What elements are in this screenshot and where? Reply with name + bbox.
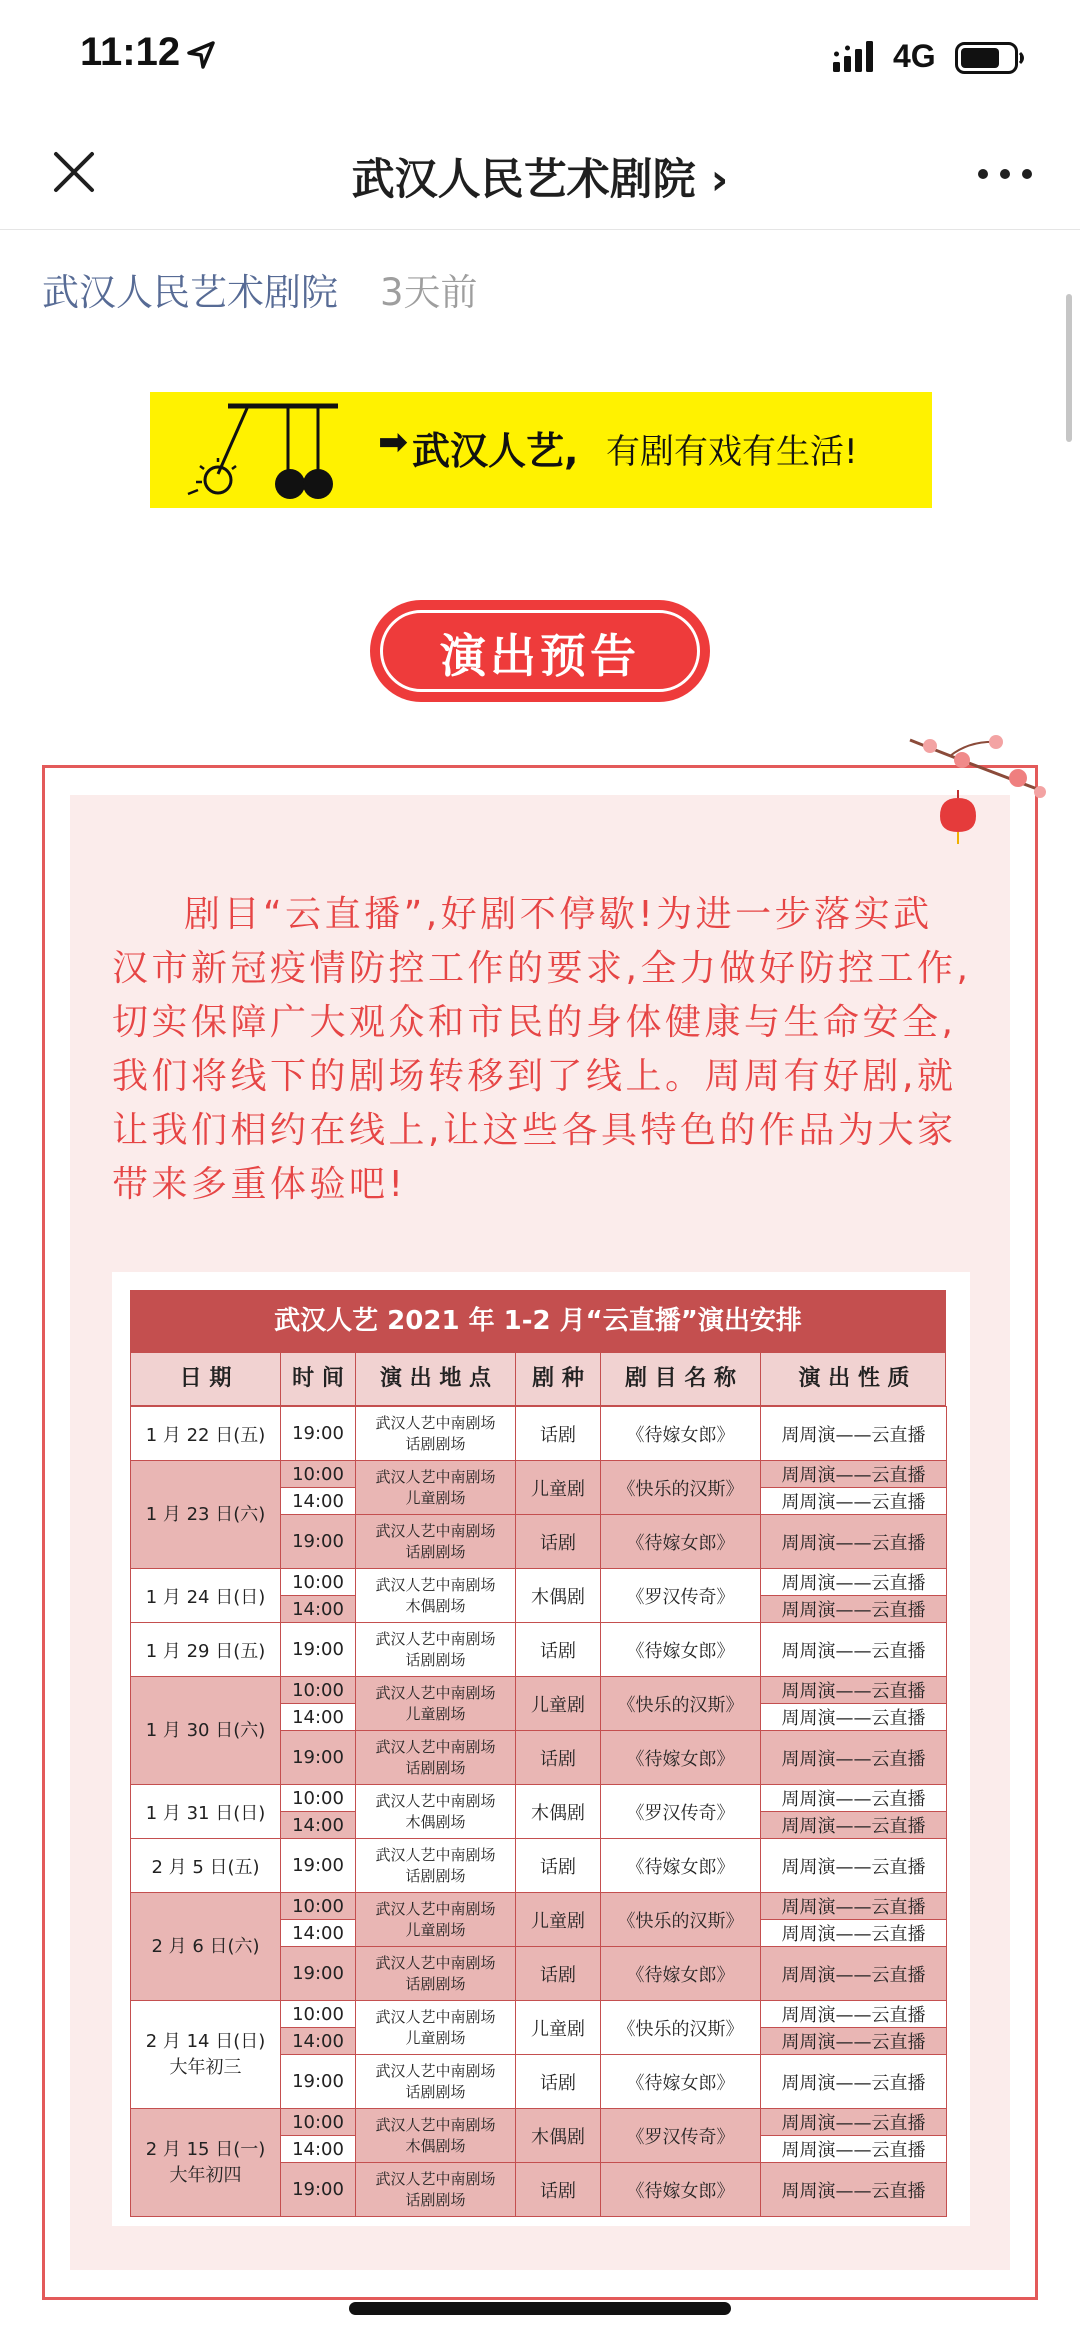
cell-time: 10:00 (281, 2109, 356, 2136)
cell-time: 10:00 (281, 1569, 356, 1596)
date-note: 大年初四 (169, 2164, 242, 2186)
venue-main: 武汉人艺中南剧场 (375, 1845, 496, 1864)
cell-nature: 周周演——云直播 (761, 2028, 947, 2055)
venue-main: 武汉人艺中南剧场 (375, 1413, 496, 1432)
cell-genre: 话剧 (516, 1515, 601, 1569)
cell-nature: 周周演——云直播 (761, 1461, 947, 1488)
table-row (131, 2109, 947, 2136)
table-row (131, 1461, 947, 1488)
more-options-icon[interactable] (975, 162, 1035, 186)
cell-time: 14:00 (281, 1920, 356, 1947)
header-time: 时 间 (281, 1353, 356, 1405)
cell-date: 1 月 22 日(五) (131, 1407, 281, 1461)
schedule-header-row (130, 1352, 946, 1406)
scrollbar[interactable] (1066, 294, 1072, 442)
venue-main: 武汉人艺中南剧场 (375, 2007, 496, 2026)
cell-venue (356, 1515, 516, 1569)
arrow-glyph: ➡ (378, 422, 409, 463)
header-date: 日 期 (131, 1353, 281, 1405)
cell-venue (356, 1785, 516, 1839)
cell-nature: 周周演——云直播 (761, 2001, 947, 2028)
cell-time: 10:00 (281, 1893, 356, 1920)
cell-genre: 儿童剧 (516, 1677, 601, 1731)
cell-time: 14:00 (281, 1596, 356, 1623)
date-text: 2 月 14 日(日) (145, 2030, 266, 2052)
venue-sub: 话剧剧场 (405, 2190, 466, 2209)
banner-brand: 武汉人艺, (412, 429, 579, 473)
cell-nature: 周周演——云直播 (761, 1839, 947, 1893)
venue-main: 武汉人艺中南剧场 (375, 1575, 496, 1594)
table-row (131, 1569, 947, 1596)
cell-venue (356, 2001, 516, 2055)
cell-venue (356, 1623, 516, 1677)
cell-time: 19:00 (281, 1947, 356, 2001)
slogan-banner (150, 392, 932, 508)
venue-sub: 木偶剧场 (405, 2136, 466, 2155)
venue-sub: 木偶剧场 (405, 1812, 466, 1831)
newtons-cradle-icon (178, 398, 348, 502)
cell-nature: 周周演——云直播 (761, 1920, 947, 1947)
venue-sub: 儿童剧场 (405, 1704, 466, 1723)
cell-venue (356, 1947, 516, 2001)
author-link[interactable]: 武汉人民艺术剧院 (42, 271, 338, 314)
cell-venue (356, 1731, 516, 1785)
cell-nature: 周周演——云直播 (761, 1704, 947, 1731)
cell-nature: 周周演——云直播 (761, 1569, 947, 1596)
table-row (131, 1785, 947, 1812)
cell-genre: 儿童剧 (516, 2001, 601, 2055)
cell-nature: 周周演——云直播 (761, 1488, 947, 1515)
cell-time: 19:00 (281, 1407, 356, 1461)
venue-main: 武汉人艺中南剧场 (375, 1791, 496, 1810)
cell-genre: 木偶剧 (516, 1569, 601, 1623)
cell-nature: 周周演——云直播 (761, 1731, 947, 1785)
home-indicator[interactable] (349, 2302, 731, 2315)
cell-time: 14:00 (281, 2028, 356, 2055)
cell-venue (356, 2163, 516, 2217)
cell-genre: 儿童剧 (516, 1461, 601, 1515)
cell-genre: 话剧 (516, 1839, 601, 1893)
cell-time: 19:00 (281, 2163, 356, 2217)
cell-genre: 话剧 (516, 2163, 601, 2217)
table-row (131, 1677, 947, 1704)
venue-main: 武汉人艺中南剧场 (375, 1899, 496, 1918)
cell-show: 《罗汉传奇》 (601, 1569, 761, 1623)
account-title-link[interactable]: 武汉人民艺术剧院 › (351, 155, 729, 205)
venue-sub: 话剧剧场 (405, 1434, 466, 1453)
cell-genre: 木偶剧 (516, 1785, 601, 1839)
cell-genre: 话剧 (516, 1947, 601, 2001)
venue-sub: 话剧剧场 (405, 1650, 466, 1669)
table-row (131, 1407, 947, 1461)
cell-time: 14:00 (281, 2136, 356, 2163)
venue-sub: 木偶剧场 (405, 1596, 466, 1615)
cell-venue (356, 1677, 516, 1731)
cell-show: 《快乐的汉斯》 (601, 1677, 761, 1731)
cell-time: 19:00 (281, 1623, 356, 1677)
date-text: 2 月 15 日(一) (145, 2138, 266, 2160)
cell-show: 《快乐的汉斯》 (601, 1461, 761, 1515)
venue-sub: 儿童剧场 (405, 1488, 466, 1507)
table-row (131, 1893, 947, 1920)
header-genre: 剧 种 (516, 1353, 601, 1405)
cell-show: 《待嫁女郎》 (601, 2055, 761, 2109)
cell-nature: 周周演——云直播 (761, 1947, 947, 2001)
cell-show: 《待嫁女郎》 (601, 1947, 761, 2001)
venue-main: 武汉人艺中南剧场 (375, 1953, 496, 1972)
section-heading-pill (370, 600, 710, 702)
cell-nature: 周周演——云直播 (761, 1785, 947, 1812)
cell-venue (356, 1893, 516, 1947)
header-venue: 演 出 地 点 (356, 1353, 516, 1405)
venue-sub: 儿童剧场 (405, 1920, 466, 1939)
cell-nature: 周周演——云直播 (761, 2109, 947, 2136)
cell-show: 《待嫁女郎》 (601, 1515, 761, 1569)
venue-main: 武汉人艺中南剧场 (375, 2169, 496, 2188)
nav-bar (0, 120, 1080, 230)
cell-venue (356, 2109, 516, 2163)
plum-blossom-decoration (900, 720, 1050, 870)
cell-venue (356, 1461, 516, 1515)
cell-genre: 话剧 (516, 1731, 601, 1785)
venue-main: 武汉人艺中南剧场 (375, 1683, 496, 1702)
cell-date: 2 月 5 日(五) (131, 1839, 281, 1893)
cell-show: 《快乐的汉斯》 (601, 2001, 761, 2055)
cell-date (131, 2109, 281, 2217)
venue-sub: 话剧剧场 (405, 1866, 466, 1885)
banner-slogan: 有剧有戏有生活! (606, 432, 858, 472)
cell-date: 1 月 30 日(六) (131, 1677, 281, 1785)
cell-time: 10:00 (281, 2001, 356, 2028)
cell-time: 19:00 (281, 1731, 356, 1785)
table-row (131, 1623, 947, 1677)
cell-nature: 周周演——云直播 (761, 2163, 947, 2217)
venue-sub: 话剧剧场 (405, 1542, 466, 1561)
venue-sub: 话剧剧场 (405, 1974, 466, 1993)
cell-time: 10:00 (281, 1677, 356, 1704)
cell-genre: 儿童剧 (516, 1893, 601, 1947)
status-bar (0, 0, 1080, 120)
battery-icon (955, 42, 1027, 74)
cell-time: 14:00 (281, 1704, 356, 1731)
cell-show: 《待嫁女郎》 (601, 1731, 761, 1785)
schedule-title: 武汉人艺 2021 年 1-2 月“云直播”演出安排 (130, 1290, 946, 1352)
venue-main: 武汉人艺中南剧场 (375, 2115, 496, 2134)
date-note: 大年初三 (169, 2056, 242, 2078)
cell-venue (356, 1407, 516, 1461)
schedule-table (130, 1406, 947, 2217)
cell-nature: 周周演——云直播 (761, 1407, 947, 1461)
cell-nature: 周周演——云直播 (761, 2055, 947, 2109)
cell-nature: 周周演——云直播 (761, 2136, 947, 2163)
cell-show: 《待嫁女郎》 (601, 1623, 761, 1677)
venue-main: 武汉人艺中南剧场 (375, 1521, 496, 1540)
cell-nature: 周周演——云直播 (761, 1677, 947, 1704)
cell-date: 1 月 23 日(六) (131, 1461, 281, 1569)
cell-genre: 话剧 (516, 1623, 601, 1677)
cell-genre: 话剧 (516, 2055, 601, 2109)
venue-sub: 话剧剧场 (405, 2082, 466, 2101)
clock: 11:12 (80, 30, 181, 74)
venue-sub: 话剧剧场 (405, 1758, 466, 1777)
section-heading: 演出预告 (440, 629, 640, 683)
cell-genre: 木偶剧 (516, 2109, 601, 2163)
cell-genre: 话剧 (516, 1407, 601, 1461)
cell-time: 19:00 (281, 1839, 356, 1893)
cell-time: 19:00 (281, 1515, 356, 1569)
venue-main: 武汉人艺中南剧场 (375, 1467, 496, 1486)
cell-date: 2 月 6 日(六) (131, 1893, 281, 2001)
cell-venue (356, 2055, 516, 2109)
cell-show: 《待嫁女郎》 (601, 1839, 761, 1893)
cell-show: 《待嫁女郎》 (601, 2163, 761, 2217)
cell-venue (356, 1839, 516, 1893)
cell-show: 《快乐的汉斯》 (601, 1893, 761, 1947)
publish-date: 3天前 (380, 271, 478, 314)
venue-main: 武汉人艺中南剧场 (375, 2061, 496, 2080)
cell-nature: 周周演——云直播 (761, 1596, 947, 1623)
header-show: 剧 目 名 称 (601, 1353, 761, 1405)
cell-time: 19:00 (281, 2055, 356, 2109)
intro-paragraph: 剧目“云直播”,好剧不停歇!为进一步落实武汉市新冠疫情防控工作的要求,全力做好防控工作,切实保障广大观众和市民的身体健康与生命安全,我们将线下的剧场转移到了线上。周周有好剧,就让我们相约在线上,让这些各具特色的作品为大家带来多重体验吧! (112, 894, 972, 1205)
cell-time: 10:00 (281, 1461, 356, 1488)
signal-icon (833, 40, 877, 72)
cell-nature: 周周演——云直播 (761, 1515, 947, 1569)
venue-main: 武汉人艺中南剧场 (375, 1737, 496, 1756)
header-nature: 演 出 性 质 (798, 1366, 910, 1391)
cell-time: 14:00 (281, 1812, 356, 1839)
cell-venue (356, 1569, 516, 1623)
table-row (131, 1839, 947, 1893)
cell-date: 1 月 29 日(五) (131, 1623, 281, 1677)
venue-sub: 儿童剧场 (405, 2028, 466, 2047)
cell-show: 《罗汉传奇》 (601, 1785, 761, 1839)
cell-date (131, 2001, 281, 2109)
location-arrow-icon (186, 40, 216, 70)
cell-time: 14:00 (281, 1488, 356, 1515)
table-row (131, 2001, 947, 2028)
cell-nature: 周周演——云直播 (761, 1623, 947, 1677)
cell-date: 1 月 24 日(日) (131, 1569, 281, 1623)
cell-show: 《待嫁女郎》 (601, 1407, 761, 1461)
cell-nature: 周周演——云直播 (761, 1812, 947, 1839)
cell-show: 《罗汉传奇》 (601, 2109, 761, 2163)
cell-time: 10:00 (281, 1785, 356, 1812)
network-type: 4G (893, 38, 936, 74)
venue-main: 武汉人艺中南剧场 (375, 1629, 496, 1648)
cell-date: 1 月 31 日(日) (131, 1785, 281, 1839)
cell-nature: 周周演——云直播 (761, 1893, 947, 1920)
